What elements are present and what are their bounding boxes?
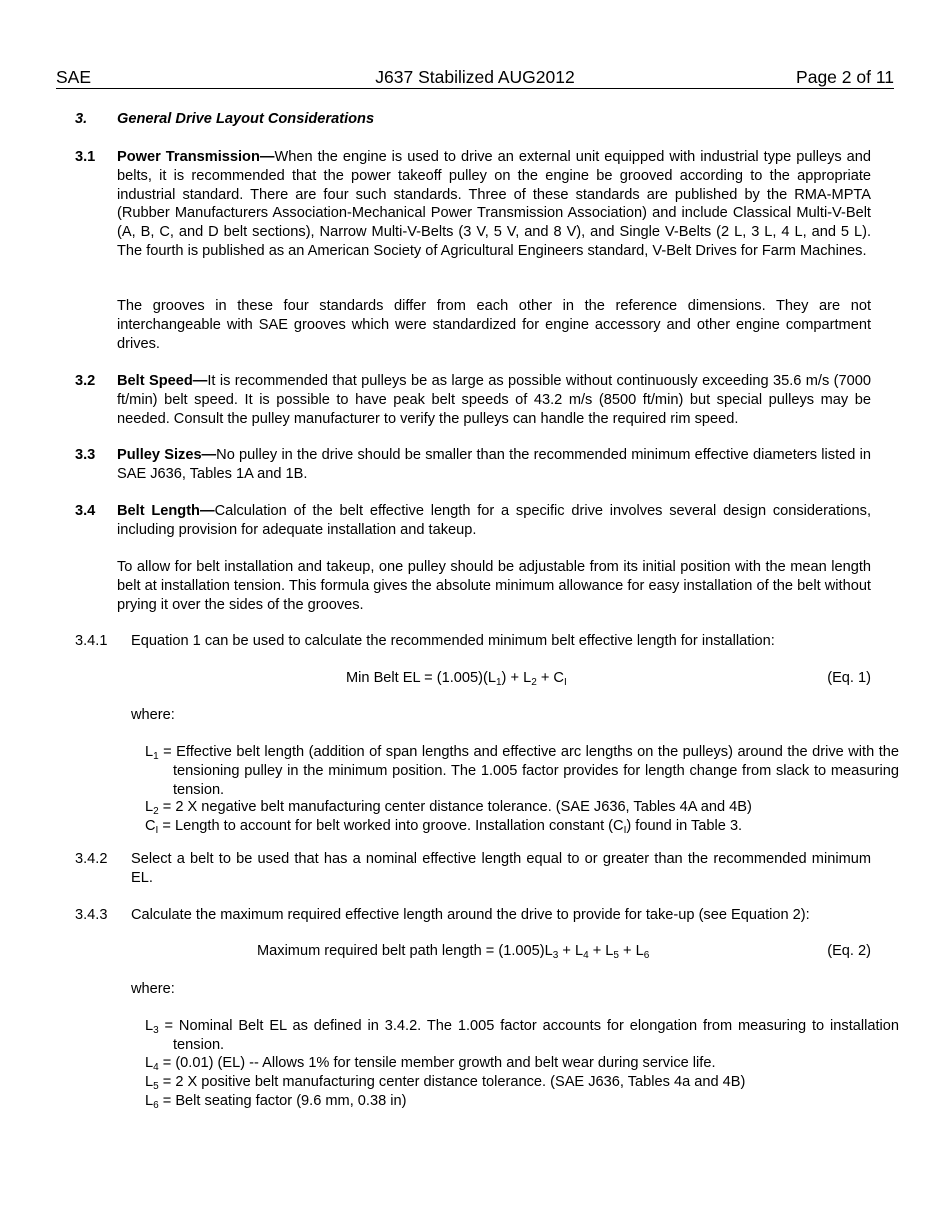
eq1-l2: L <box>523 670 532 686</box>
section-3-3-number: 3.3 <box>75 447 96 463</box>
section-3-heading <box>75 110 87 129</box>
eq1-plus-1: + <box>510 670 520 686</box>
equation-1-number: (Eq. 1) <box>827 670 871 686</box>
eq2-equals: = <box>485 943 495 959</box>
section-3-1-text: When the engine is used to drive an external unit equipped with industrial type pulleys and belts, it is recommended that the power takeoff pulley on the engine be grooved according to the appropriate industrial standard. There are four such standards. Three of these standards are published by the RMA-MPTA (Rubber Manufacturers Association-Mechanical Power Transmission Association) and include Classical Multi-V-Belt (A, B, C, and D belt sections), Narrow Multi-V-Belts (3 V, 5 V, and 8 V), and Single V-Belts (2 L, 3 L, 4 L, and 5 L). The fourth is published as an American Society of Agricultural Engineers standard, V-Belt Drives for Farm Machines. <box>117 149 871 259</box>
section-3-3-paragraph <box>117 446 871 484</box>
section-3-1-paragraph-2: The grooves in these four standards differ from each other in the reference dimensions. They are not interchangeable with SAE grooves which were standardized for engine accessory and other engine compartment drives. <box>117 298 871 352</box>
section-3-3-text: No pulley in the drive should be smaller than the recommended minimum effective diameters listed in SAE J636, Tables 1A and 1B. <box>117 447 871 482</box>
eq2-def-l4 <box>145 1054 899 1073</box>
section-3-1-paragraph <box>117 148 871 276</box>
section-3-4-3-number: 3.4.3 <box>75 907 108 923</box>
equation-2 <box>257 942 649 961</box>
section-3-2-lead: Belt Speed— <box>117 373 208 389</box>
eq2-plus-3: + <box>623 943 632 959</box>
def-ci-text: = Length to account for belt worked into groove. Installation constant (C <box>158 818 624 834</box>
def-l5-sym: L <box>145 1074 154 1090</box>
section-3-4-lead: Belt Length— <box>117 503 215 519</box>
def-l6-sub: 6 <box>153 1100 159 1111</box>
header-org: SAE <box>56 67 92 87</box>
eq1-where: where: <box>131 707 175 723</box>
eq2-where: where: <box>131 981 175 997</box>
def-l2-sym: L <box>145 799 154 815</box>
section-3-number: 3. <box>75 111 88 127</box>
header-page-number: Page 2 of 11 <box>796 67 894 87</box>
eq1-def-l2 <box>145 798 899 817</box>
eq2-l3-sub: 3 <box>552 950 559 961</box>
section-3-4-paragraph-2: To allow for belt installation and takeup, one pulley should be adjustable from its initial position with the mean length belt at installation tension. This formula gives the absolute minimum allowance for easy installation of the belt without prying it over the sides of the grooves. <box>117 559 871 612</box>
page-header <box>56 66 894 89</box>
section-3-3-lead: Pulley Sizes— <box>117 447 217 463</box>
section-3-4-paragraph <box>117 502 871 540</box>
section-3-4-number: 3.4 <box>75 503 96 519</box>
eq2-l3: L <box>544 943 553 959</box>
eq1-def-ci <box>145 817 899 836</box>
eq2-l6: L <box>635 943 644 959</box>
eq2-factor: (1.005) <box>498 943 545 959</box>
def-l1-text: = Effective belt length (addition of span lengths and effective arc lengths on the pulleys) around the drive with the tensioning pulley in the minimum position. The 1.005 factor provides for length change from slack to measuring tension. <box>158 744 899 798</box>
equation-2-number: (Eq. 2) <box>827 943 871 959</box>
def-l4-sub: 4 <box>153 1062 159 1073</box>
def-l2-sub: 2 <box>153 806 159 817</box>
eq1-def-l1 <box>145 743 899 799</box>
def-ci-sym: C <box>145 818 156 834</box>
section-3-2-number: 3.2 <box>75 373 96 389</box>
eq2-l5-sub: 5 <box>613 950 619 961</box>
def-l6-text: = Belt seating factor (9.6 mm, 0.38 in) <box>158 1093 407 1109</box>
section-3-4-text: Calculation of the belt effective length for a specific drive involves several design considerations, including provision for adequate installation and takeup. <box>117 503 871 538</box>
section-3-title: General Drive Layout Considerations <box>117 111 375 127</box>
eq1-c: C <box>553 670 564 686</box>
section-3-title-wrap <box>117 110 374 129</box>
eq1-l2-sub: 2 <box>531 677 537 688</box>
section-3-4-2-number: 3.4.2 <box>75 851 108 867</box>
eq1-l1-close: ) <box>501 670 507 686</box>
equation-1 <box>346 669 567 688</box>
section-3-4-3-paragraph: Calculate the maximum required effective length around the drive to provide for take-up (see Equation 2): <box>131 907 810 923</box>
eq2-l4-sub: 4 <box>583 950 589 961</box>
eq1-label: Min Belt EL <box>346 670 421 686</box>
def-ci-sub: I <box>155 825 159 836</box>
def-l2-text: = 2 X negative belt manufacturing center distance tolerance. (SAE J636, Tables 4A and 4B) <box>158 799 752 815</box>
eq2-l5: L <box>605 943 614 959</box>
eq1-plus-2: + <box>540 670 550 686</box>
eq1-factor: (1.005) <box>436 670 483 686</box>
eq2-plus-1: + <box>562 943 571 959</box>
eq2-l4: L <box>574 943 584 959</box>
def-l4-text: = (0.01) (EL) -- Allows 1% for tensile member growth and belt wear during service life. <box>158 1055 716 1071</box>
eq1-c-sub: I <box>563 677 567 688</box>
section-3-4-2-paragraph: Select a belt to be used that has a nominal effective length equal to or greater than the recommended minimum EL. <box>131 851 871 886</box>
section-3-4-1-number: 3.4.1 <box>75 633 108 649</box>
section-3-2-paragraph <box>117 372 871 428</box>
def-l5-text: = 2 X positive belt manufacturing center distance tolerance. (SAE J636, Tables 4a and 4B) <box>158 1074 746 1090</box>
section-3-1-lead: Power Transmission— <box>117 149 275 165</box>
eq2-l6-sub: 6 <box>643 950 650 961</box>
header-doc-id: J637 Stabilized AUG2012 <box>375 67 575 87</box>
def-ci-sub-2: I <box>623 825 627 836</box>
def-l3-text: = Nominal Belt EL as defined in 3.4.2. The 1.005 factor accounts for elongation from measuring to installation tension. <box>158 1018 899 1053</box>
eq1-l1-sub: 1 <box>495 677 502 688</box>
def-l5-sub: 5 <box>153 1081 159 1092</box>
def-l6-sym: L <box>145 1093 154 1109</box>
section-3-1-number: 3.1 <box>75 149 96 165</box>
def-l1-sub: 1 <box>153 751 159 762</box>
section-3-2-text: It is recommended that pulleys be as large as possible without continuously exceeding 35.6 m/s (7000 ft/min) belt speed. It is possible to have peak belt speeds of 43.2 m/s (8500 ft/min) but special pulleys may be needed. Consult the pulley manufacturer to verify the pulleys can handle the required rim speed. <box>117 373 871 427</box>
def-l4-sym: L <box>145 1055 154 1071</box>
eq1-equals: = <box>424 670 433 686</box>
eq1-l1: (L <box>483 670 496 686</box>
eq2-label: Maximum required belt path length <box>257 943 482 959</box>
def-l3-sub: 3 <box>153 1025 159 1036</box>
eq2-def-l6 <box>145 1092 899 1111</box>
eq2-plus-2: + <box>592 943 602 959</box>
eq2-def-l3 <box>145 1017 899 1055</box>
def-ci-text-2: ) found in Table 3. <box>626 818 743 834</box>
def-l3-sym: L <box>145 1018 154 1034</box>
def-l1-sym: L <box>145 744 154 760</box>
eq2-def-l5 <box>145 1073 899 1092</box>
section-3-4-1-paragraph: Equation 1 can be used to calculate the recommended minimum belt effective length for installation: <box>131 633 775 649</box>
